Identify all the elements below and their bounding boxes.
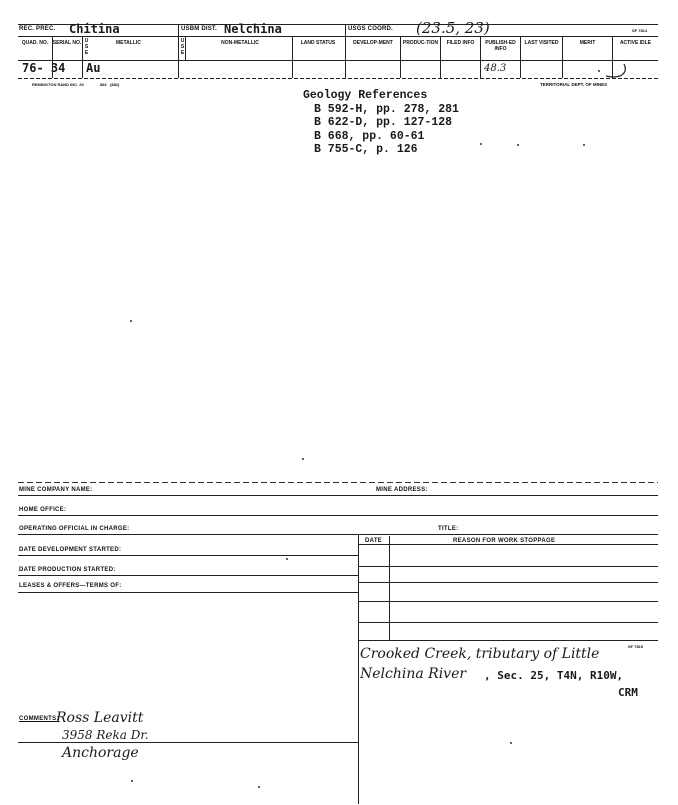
quad-serial-value: 76- 34	[22, 61, 66, 75]
form-number: SF 7814	[632, 28, 648, 33]
speck	[258, 786, 260, 788]
comments-line-3: Anchorage	[62, 745, 139, 761]
rule-stoppage-1	[358, 566, 658, 567]
operating-official-label: OPERATING OFFICIAL IN CHARGE:	[19, 526, 130, 532]
col-published-info: PUBLISH-ED INFO	[485, 40, 516, 52]
usgs-coord-label: USGS COORD.	[348, 26, 393, 32]
speck	[583, 144, 585, 146]
reason-stoppage-label: REASON FOR WORK STOPPAGE	[453, 538, 556, 544]
speck	[131, 780, 133, 782]
date-col-divider	[389, 536, 390, 640]
rule-company	[18, 495, 658, 496]
geology-ref: B 755-C, p. 126	[314, 143, 418, 156]
rule-stoppage-4	[358, 622, 658, 623]
location-handwritten-2: Nelchina River	[360, 666, 467, 682]
comments-label: COMMENTS:	[19, 716, 59, 722]
speck	[302, 458, 304, 460]
location-typed-2: , Sec. 25, T4N, R10W,	[484, 669, 624, 682]
geology-ref: B 668, pp. 60-61	[314, 129, 425, 143]
rule-stoppage-5	[358, 640, 658, 641]
col-active-idle: ACTIVE IDLE	[619, 40, 652, 46]
col-last-visited: LAST VISITED	[524, 40, 559, 46]
date-development-label: DATE DEVELOPMENT STARTED:	[19, 547, 122, 553]
home-office-label: HOME OFFICE:	[19, 507, 67, 513]
col-use-metallic: U S E	[84, 38, 89, 56]
rec-prec-label: REC. PREC.	[19, 26, 56, 32]
col-land-status: LAND STATUS	[300, 40, 336, 46]
mine-address-label: MINE ADDRESS:	[376, 487, 428, 493]
footer-left: REMINGTON RAND INC. 20	[32, 82, 84, 87]
location-handwritten-1: Crooked Creek, tributary of Little	[360, 646, 600, 662]
geology-ref: B 592-H, pp. 278, 281	[314, 102, 459, 116]
date-label: DATE	[365, 538, 383, 544]
speck	[598, 70, 600, 72]
divider	[178, 24, 179, 78]
usgs-coord-value: (23.5, 23)	[416, 19, 490, 37]
col-serial-no: SERIAL NO.	[52, 40, 82, 46]
speck	[510, 742, 512, 744]
header-bottom-rule	[18, 78, 658, 79]
rule-stoppage-3	[358, 601, 658, 602]
back-form-number: SF 7815	[628, 644, 644, 649]
rule-comments	[18, 742, 358, 743]
divider	[82, 36, 83, 78]
back-center-divider	[358, 534, 359, 804]
footer-codes: 882 (882)	[100, 82, 120, 87]
divider	[292, 36, 293, 78]
geology-block	[303, 89, 459, 157]
date-production-label: DATE PRODUCTION STARTED:	[19, 567, 116, 573]
col-nonmetallic: NON-METALLIC	[221, 40, 259, 46]
speck	[286, 558, 288, 560]
rule-official	[18, 534, 658, 535]
footer-right: TERRITORIAL DEPT. OF MINES	[540, 82, 608, 87]
rec-prec-value: Chitina	[69, 22, 120, 36]
metallic-value: Au	[86, 61, 101, 75]
col-metallic: METALLIC	[116, 40, 141, 46]
rule-prod-started	[18, 575, 358, 576]
col-merit: MERIT	[579, 40, 596, 46]
title-label: TITLE:	[438, 526, 459, 532]
col-production: PRODUC-TION	[402, 40, 439, 46]
speck	[130, 320, 132, 322]
rule-home-office	[18, 515, 658, 516]
divider	[185, 36, 186, 60]
mine-company-name-label: MINE COMPANY NAME:	[19, 487, 93, 493]
rule-dev-started	[18, 555, 358, 556]
rule-leases	[18, 592, 358, 593]
comments-line-2: 3958 Reka Dr.	[62, 728, 149, 742]
geology-ref: B 622-D, pp. 127-128	[314, 116, 453, 129]
rule-stoppage-2	[358, 582, 658, 583]
col-use-nonmetallic: U S E	[180, 38, 185, 56]
col-development: DEVELOP-MENT	[353, 40, 393, 46]
leases-offers-label: LEASES & OFFERS—TERMS OF:	[19, 583, 122, 589]
tick-mark-icon	[600, 60, 630, 80]
col-filed-info: FILED INFO	[446, 40, 475, 46]
back-top-rule	[18, 482, 658, 483]
col-quad-no: QUAD. NO.	[21, 40, 49, 46]
published-info-value: 48.3	[484, 63, 507, 74]
rule-date-header	[358, 544, 658, 545]
usbm-dist-value: Nelchina	[224, 22, 282, 36]
comments-line-1: Ross Leavitt	[56, 710, 144, 726]
usbm-dist-label: USBM DIST.	[181, 26, 218, 32]
speck	[480, 143, 482, 145]
location-typed-3: CRM	[618, 686, 638, 699]
geology-title: Geology References	[303, 89, 428, 102]
divider	[345, 24, 346, 78]
speck	[517, 144, 519, 146]
